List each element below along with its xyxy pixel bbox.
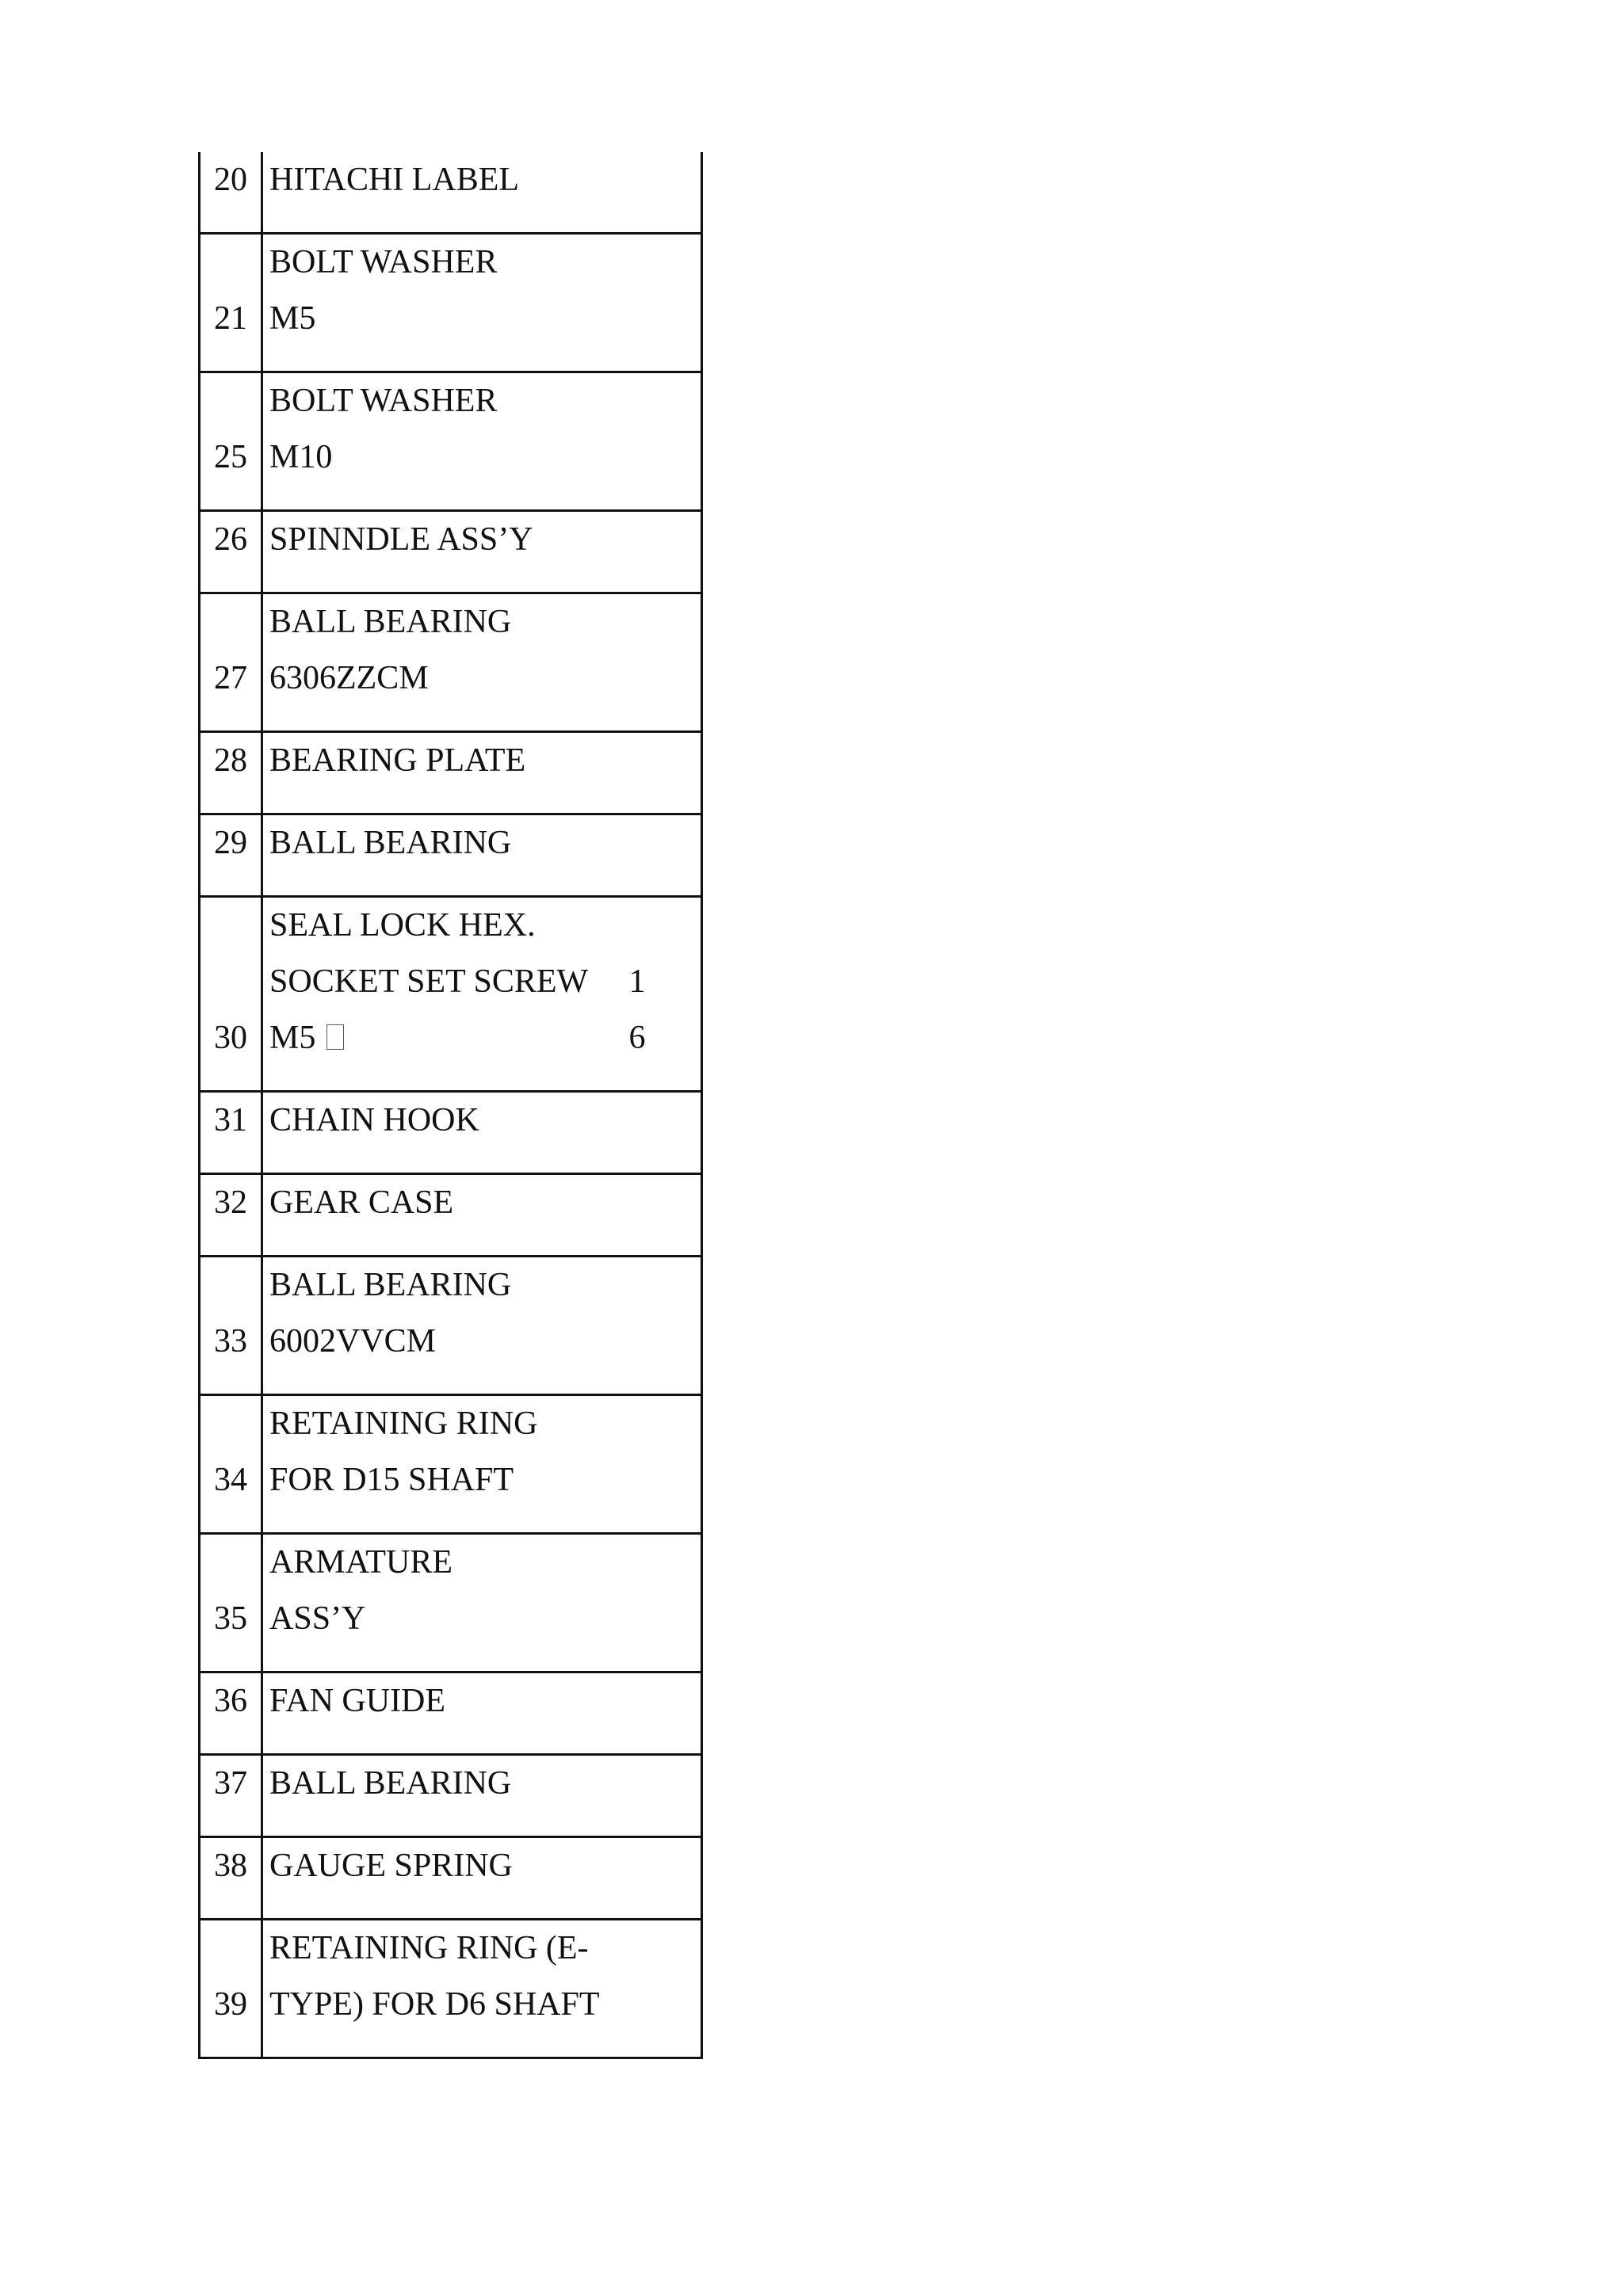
description-line-text: GEAR CASE bbox=[269, 1184, 454, 1221]
description-line-text: M5 bbox=[269, 300, 316, 337]
part-number-cell: 21 bbox=[200, 234, 262, 372]
description-text bbox=[269, 1452, 514, 1508]
description-line-text: BALL BEARING bbox=[269, 825, 512, 861]
description-line bbox=[269, 1093, 701, 1149]
description-text bbox=[269, 594, 511, 650]
description-text bbox=[269, 1093, 479, 1149]
description-line-text: 6306ZZCM bbox=[269, 660, 429, 696]
table-row bbox=[200, 897, 702, 1092]
description-line-text: BEARING PLATE bbox=[269, 742, 526, 779]
description-text bbox=[269, 1977, 600, 2033]
description-text bbox=[269, 1920, 589, 1977]
table-row bbox=[200, 1672, 702, 1755]
description-line-text: CHAIN HOOK bbox=[269, 1102, 479, 1138]
part-number-cell: 38 bbox=[200, 1837, 262, 1920]
description-line-text: M5 bbox=[269, 1020, 316, 1056]
table-row bbox=[200, 1920, 702, 2058]
description-line-text: BOLT WASHER bbox=[269, 383, 498, 419]
part-description-cell bbox=[262, 732, 702, 814]
description-text bbox=[269, 1756, 511, 1812]
description-text bbox=[269, 235, 497, 291]
description-line-text: SEAL LOCK HEX. bbox=[269, 907, 536, 944]
table-row bbox=[200, 732, 702, 814]
table-row bbox=[200, 1257, 702, 1395]
description-line bbox=[269, 512, 701, 568]
description-text bbox=[269, 1535, 453, 1591]
description-line bbox=[269, 1010, 701, 1066]
part-description-cell bbox=[262, 372, 702, 511]
description-line bbox=[269, 1396, 701, 1452]
description-line-text: ASS’Y bbox=[269, 1600, 366, 1637]
table-row bbox=[200, 511, 702, 593]
part-number-cell: 29 bbox=[200, 814, 262, 897]
description-line bbox=[269, 1673, 701, 1730]
part-number-cell: 33 bbox=[200, 1257, 262, 1395]
description-line bbox=[269, 152, 701, 208]
part-description-cell bbox=[262, 1174, 702, 1257]
part-description-cell bbox=[262, 897, 702, 1092]
table-row bbox=[200, 1395, 702, 1534]
description-line bbox=[269, 373, 701, 429]
part-number-cell: 35 bbox=[200, 1534, 262, 1672]
part-number-cell: 27 bbox=[200, 593, 262, 732]
description-line-text: SPINNDLE ASS’Y bbox=[269, 521, 533, 558]
description-line bbox=[269, 1314, 701, 1370]
part-description-cell bbox=[262, 511, 702, 593]
part-description-cell bbox=[262, 234, 702, 372]
description-text bbox=[269, 733, 525, 789]
description-line-text: 6002VVCM bbox=[269, 1323, 437, 1360]
table-row bbox=[200, 593, 702, 732]
description-text bbox=[269, 152, 519, 208]
description-text bbox=[269, 954, 588, 1010]
description-text bbox=[269, 898, 536, 954]
description-line-text: HITACHI LABEL bbox=[269, 162, 520, 198]
part-description-cell bbox=[262, 1534, 702, 1672]
description-text bbox=[269, 650, 429, 707]
part-description-cell bbox=[262, 1837, 702, 1920]
side-value bbox=[621, 898, 653, 954]
side-value: 1 bbox=[628, 963, 646, 1000]
part-description-cell bbox=[262, 152, 702, 234]
part-number-cell: 26 bbox=[200, 511, 262, 593]
table-row bbox=[200, 1755, 702, 1837]
description-line bbox=[269, 429, 701, 486]
description-line bbox=[269, 815, 701, 871]
description-text bbox=[269, 1591, 365, 1647]
description-line bbox=[269, 1257, 701, 1314]
table-row bbox=[200, 1837, 702, 1920]
description-line bbox=[269, 291, 701, 347]
description-text bbox=[269, 1838, 513, 1894]
description-text bbox=[269, 1175, 453, 1231]
description-line bbox=[269, 1175, 701, 1231]
description-line-text: FOR D15 SHAFT bbox=[269, 1462, 514, 1498]
description-text bbox=[269, 1396, 537, 1452]
part-description-cell bbox=[262, 1092, 702, 1174]
description-line-text: FAN GUIDE bbox=[269, 1683, 446, 1719]
parts-list-body bbox=[200, 152, 702, 2058]
description-line-text: M10 bbox=[269, 439, 333, 475]
description-line bbox=[269, 954, 701, 1010]
description-line bbox=[269, 1535, 701, 1591]
part-description-cell bbox=[262, 1395, 702, 1534]
description-text bbox=[269, 815, 511, 871]
part-number-cell: 28 bbox=[200, 732, 262, 814]
part-number-cell: 39 bbox=[200, 1920, 262, 2058]
description-line-text: ARMATURE bbox=[269, 1544, 453, 1581]
part-description-cell bbox=[262, 814, 702, 897]
missing-glyph-icon bbox=[327, 1024, 344, 1050]
description-line bbox=[269, 1977, 701, 2033]
description-text bbox=[269, 373, 497, 429]
part-description-cell bbox=[262, 1672, 702, 1755]
table-row bbox=[200, 372, 702, 511]
part-description-cell bbox=[262, 1920, 702, 2058]
description-line-text: TYPE) FOR D6 SHAFT bbox=[269, 1986, 600, 2023]
description-line bbox=[269, 898, 701, 954]
table-row bbox=[200, 1534, 702, 1672]
description-line bbox=[269, 235, 701, 291]
description-line bbox=[269, 733, 701, 789]
part-number-cell: 25 bbox=[200, 372, 262, 511]
description-line-text: SOCKET SET SCREW bbox=[269, 963, 589, 1000]
table-row bbox=[200, 814, 702, 897]
description-line-text: BALL BEARING bbox=[269, 1765, 512, 1802]
description-text bbox=[269, 1673, 445, 1730]
table-row bbox=[200, 1174, 702, 1257]
description-text bbox=[269, 429, 332, 486]
description-line bbox=[269, 1452, 701, 1508]
part-number-cell: 34 bbox=[200, 1395, 262, 1534]
description-line-text: RETAINING RING bbox=[269, 1405, 538, 1442]
description-line bbox=[269, 1838, 701, 1894]
description-text bbox=[269, 1010, 344, 1066]
description-text bbox=[269, 291, 315, 347]
description-line-text: RETAINING RING (E- bbox=[269, 1930, 589, 1966]
parts-list-table bbox=[198, 152, 703, 2059]
description-text bbox=[269, 1257, 511, 1314]
description-line bbox=[269, 650, 701, 707]
description-line-text: BALL BEARING bbox=[269, 604, 512, 640]
table-row bbox=[200, 152, 702, 234]
part-number-cell: 31 bbox=[200, 1092, 262, 1174]
description-line bbox=[269, 1756, 701, 1812]
part-number-cell: 20 bbox=[200, 152, 262, 234]
table-row bbox=[200, 1092, 702, 1174]
description-line bbox=[269, 594, 701, 650]
part-number-cell: 32 bbox=[200, 1174, 262, 1257]
side-value: 6 bbox=[628, 1020, 646, 1056]
table-row bbox=[200, 234, 702, 372]
part-number-cell: 30 bbox=[200, 897, 262, 1092]
description-text bbox=[269, 512, 533, 568]
part-description-cell bbox=[262, 1755, 702, 1837]
description-line-text: BOLT WASHER bbox=[269, 244, 498, 280]
description-line bbox=[269, 1920, 701, 1977]
description-line-text: BALL BEARING bbox=[269, 1267, 512, 1303]
description-line bbox=[269, 1591, 701, 1647]
description-text bbox=[269, 1314, 436, 1370]
part-description-cell bbox=[262, 593, 702, 732]
part-number-cell: 37 bbox=[200, 1755, 262, 1837]
description-line-text: GAUGE SPRING bbox=[269, 1848, 513, 1884]
part-description-cell bbox=[262, 1257, 702, 1395]
part-number-cell: 36 bbox=[200, 1672, 262, 1755]
